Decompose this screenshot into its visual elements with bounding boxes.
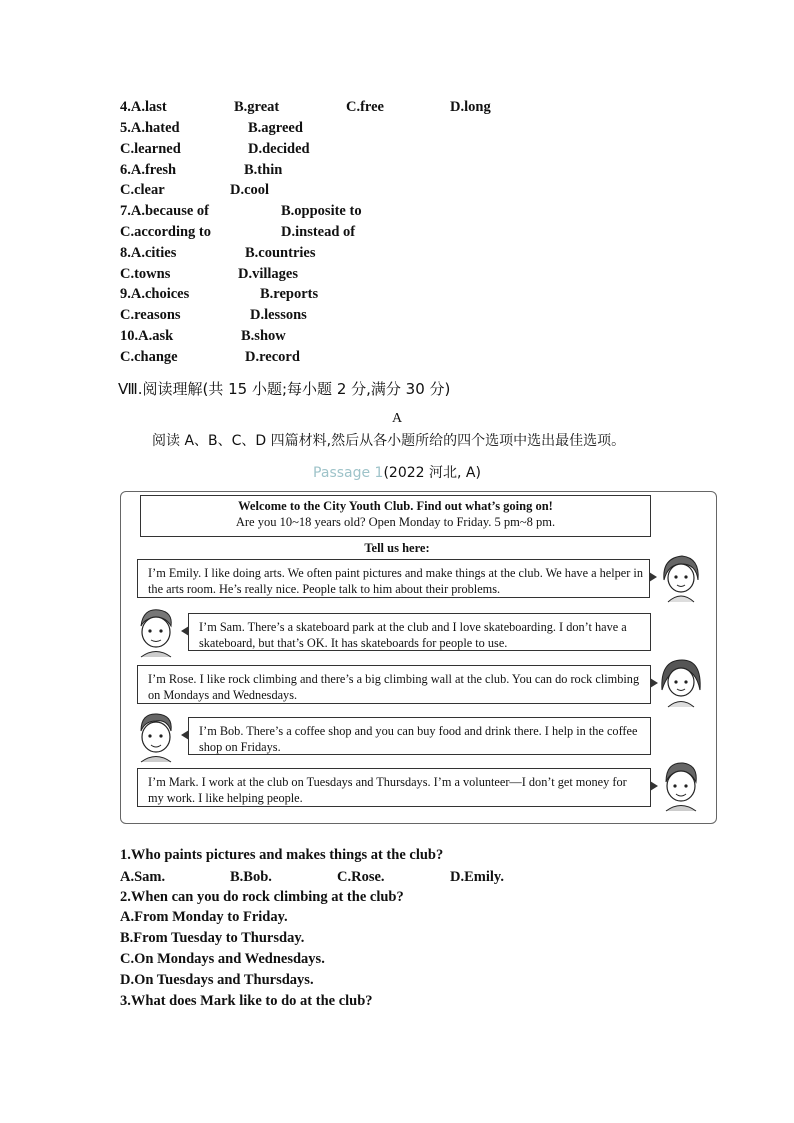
option-text: C.change: [120, 349, 178, 365]
passage-source: (2022 河北, A): [383, 465, 481, 481]
boy-avatar-icon: [656, 758, 706, 812]
club-welcome-text: Welcome to the City Youth Club. Find out what’s going on!: [238, 499, 553, 513]
option-text: B.Bob.: [230, 869, 272, 885]
question-2-option-a: A.From Monday to Friday.: [120, 909, 288, 925]
question-2-option-d: D.On Tuesdays and Thursdays.: [120, 972, 314, 988]
option-text: D.villages: [238, 266, 299, 282]
option-text: D.instead of: [281, 224, 356, 240]
option-text: B.countries: [245, 245, 316, 261]
option-text: B.reports: [260, 286, 319, 302]
question-2-option-c: C.On Mondays and Wednesdays.: [120, 951, 325, 967]
club-welcome-box: [140, 495, 651, 537]
speech-bubble-bob: I’m Bob. There’s a coffee shop and you can buy food and drink there. I help in the coffee shop on Fridays.: [188, 717, 651, 755]
option-text: 4.A.last: [120, 99, 167, 115]
speech-bubble-sam: I’m Sam. There’s a skateboard park at the club and I love skateboarding. I don’t have a skateboard, but that’s OK. It has skateboards for people to use.: [188, 613, 651, 651]
option-text: 6.A.fresh: [120, 162, 177, 178]
question-3: 3.What does Mark like to do at the club?: [120, 993, 373, 1009]
option-text: C.towns: [120, 266, 171, 282]
option-text: C.learned: [120, 141, 181, 157]
option-text: D.lessons: [250, 307, 307, 323]
tell-us-label: Tell us here:: [364, 541, 430, 555]
section-title: Ⅷ.阅读理解(共 15 小题;每小题 2 分,满分 30 分): [118, 380, 451, 398]
option-text: D.long: [450, 99, 491, 115]
speech-bubble-mark: I’m Mark. I work at the club on Tuesdays and Thursdays. I’m a volunteer—I don’t get money for my work. I like helping people.: [137, 768, 651, 807]
option-text: D.record: [245, 349, 300, 365]
option-text: B.agreed: [248, 120, 303, 136]
section-sub-label: A: [391, 411, 403, 426]
question-2: 2.When can you do rock climbing at the club?: [120, 889, 404, 905]
option-text: C.free: [346, 99, 384, 115]
option-text: 8.A.cities: [120, 245, 177, 261]
option-text: C.Rose.: [337, 869, 385, 885]
option-text: D.cool: [230, 182, 270, 198]
girl-avatar-icon: [656, 550, 706, 604]
option-text: 5.A.hated: [120, 120, 180, 136]
passage-label: Passage 1: [313, 465, 384, 481]
option-text: 9.A.choices: [120, 286, 190, 302]
option-text: C.reasons: [120, 307, 181, 323]
club-hours-text: Are you 10~18 years old? Open Monday to Friday. 5 pm~8 pm.: [235, 515, 556, 529]
option-text: 10.A.ask: [120, 328, 174, 344]
option-text: D.Emily.: [450, 869, 504, 885]
question-2-option-b: B.From Tuesday to Thursday.: [120, 930, 305, 946]
option-text: B.great: [234, 99, 280, 115]
section-instruction: 阅读 A、B、C、D 四篇材料,然后从各小题所给的四个选项中选出最佳选项。: [152, 433, 626, 449]
option-text: 7.A.because of: [120, 203, 210, 219]
passage-heading: [0, 462, 794, 482]
question-1: 1.Who paints pictures and makes things at the club?: [120, 847, 444, 863]
option-text: C.clear: [120, 182, 165, 198]
option-text: D.decided: [248, 141, 310, 157]
option-text: B.thin: [244, 162, 283, 178]
boy-avatar-icon: [131, 709, 181, 763]
option-text: C.according to: [120, 224, 212, 240]
speech-bubble-emily: I’m Emily. I like doing arts. We often paint pictures and make things at the club. We have a helper in the arts room. He’s really nice. People talk to him about their problems.: [137, 559, 650, 598]
option-text: B.show: [241, 328, 286, 344]
option-text: A.Sam.: [120, 869, 166, 885]
option-text: B.opposite to: [281, 203, 362, 219]
boy-avatar-icon: [131, 604, 181, 658]
girl-avatar-icon: [656, 654, 706, 708]
speech-bubble-rose: I’m Rose. I like rock climbing and there’s a big climbing wall at the club. You can do rock climbing on Mondays and Wednesdays.: [137, 665, 651, 704]
